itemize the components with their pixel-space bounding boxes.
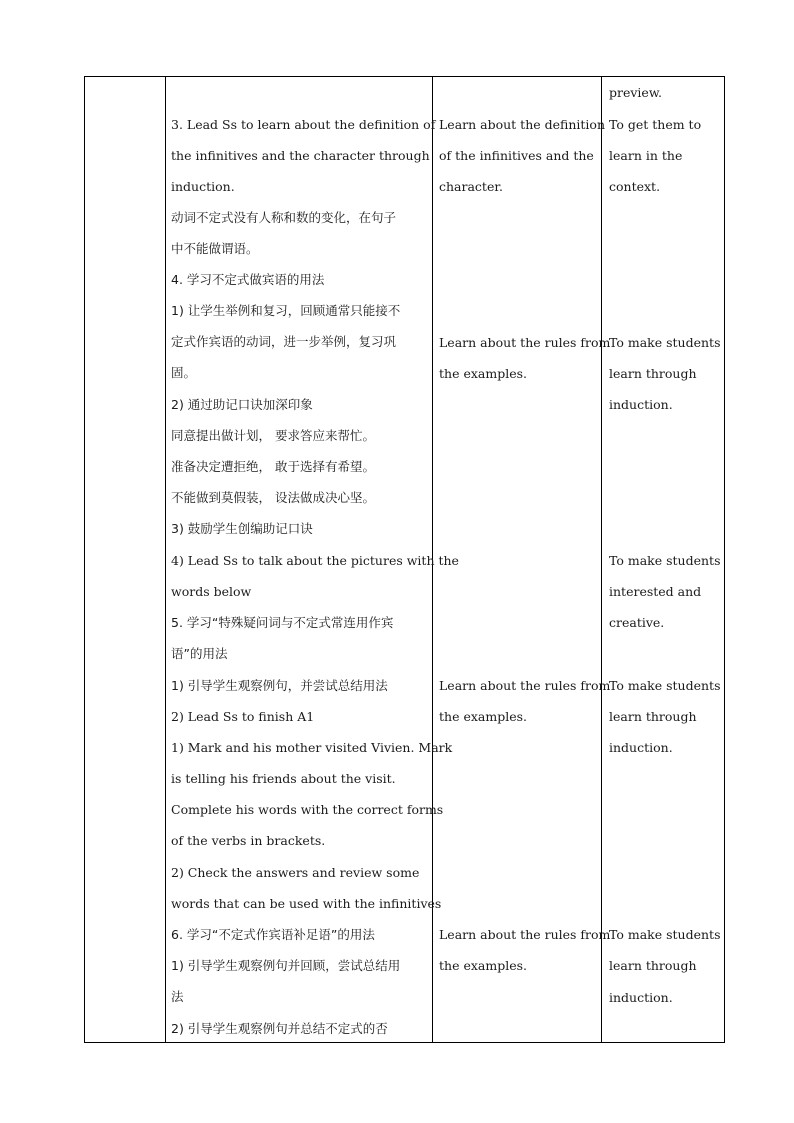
- teaching-step-line: 6. 学习“不定式作宾语补足语”的用法: [171, 927, 375, 942]
- purpose-line: induction.: [609, 397, 673, 412]
- student-activity-line: the examples.: [439, 709, 527, 724]
- column-divider: [165, 77, 166, 1042]
- teaching-step-line: of the verbs in brackets.: [171, 833, 326, 848]
- purpose-line: context.: [609, 179, 661, 194]
- purpose-line: induction.: [609, 740, 673, 755]
- teaching-step-line: 2) Lead Ss to finish A1: [171, 709, 315, 724]
- teaching-step-line: 3. Lead Ss to learn about the definition of: [171, 117, 436, 132]
- teaching-step-line: 语”的用法: [171, 646, 228, 661]
- purpose-line: To make students: [609, 335, 721, 350]
- teaching-step-line: 中不能做谓语。: [171, 241, 259, 256]
- teaching-step-line: 3) 鼓励学生创编助记口诀: [171, 521, 313, 536]
- teaching-step-line: 固。: [171, 365, 197, 380]
- teaching-step-line: 2) 引导学生观察例句并总结不定式的否: [171, 1021, 388, 1036]
- teaching-step-line: 5. 学习“特殊疑问词与不定式常连用作宾: [171, 615, 394, 630]
- teaching-step-line: 4. 学习不定式做宾语的用法: [171, 272, 325, 287]
- teaching-step-line: 2) 通过助记口诀加深印象: [171, 397, 313, 412]
- column-divider: [601, 77, 602, 1042]
- teaching-step-line: 同意提出做计划， 要求答应来帮忙。: [171, 428, 375, 443]
- teaching-step-line: 1) 引导学生观察例句并回顾，尝试总结用: [171, 958, 401, 973]
- teaching-step-line: 法: [171, 989, 184, 1004]
- student-activity-line: the examples.: [439, 958, 527, 973]
- teaching-step-line: 1) Mark and his mother visited Vivien. Mark: [171, 740, 453, 755]
- purpose-line: learn through: [609, 709, 697, 724]
- purposes-column: [609, 77, 723, 1042]
- teaching-step-line: Complete his words with the correct forms: [171, 802, 444, 817]
- teaching-step-line: induction.: [171, 179, 235, 194]
- student-activity-line: Learn about the rules from: [439, 927, 611, 942]
- purpose-line: induction.: [609, 990, 673, 1005]
- teaching-steps-column: [171, 77, 459, 1042]
- empty-column: [85, 77, 165, 1042]
- teaching-step-line: the infinitives and the character through: [171, 148, 430, 163]
- purpose-line: creative.: [609, 615, 665, 630]
- teaching-step-line: 定式作宾语的动词，进一步举例，复习巩: [171, 334, 397, 349]
- student-activity-line: of the infinitives and the: [439, 148, 594, 163]
- teaching-step-line: words below: [171, 584, 252, 599]
- student-activity-line: character.: [439, 179, 503, 194]
- purpose-line: To make students: [609, 927, 721, 942]
- purpose-line: learn through: [609, 958, 697, 973]
- purpose-line: To make students: [609, 553, 721, 568]
- student-activity-line: Learn about the rules from: [439, 335, 611, 350]
- teaching-step-line: 准备决定遭拒绝， 敢于选择有希望。: [171, 459, 375, 474]
- purpose-line: interested and: [609, 584, 702, 599]
- student-activities-column: [439, 77, 611, 1042]
- teaching-step-line: is telling his friends about the visit.: [171, 771, 396, 786]
- student-activity-line: Learn about the definition: [439, 117, 606, 132]
- purpose-line: preview.: [609, 85, 663, 100]
- teaching-step-line: 4) Lead Ss to talk about the pictures with the: [171, 553, 459, 568]
- lesson-plan-table: [84, 76, 725, 1043]
- purpose-line: learn through: [609, 366, 697, 381]
- purpose-line: learn in the: [609, 148, 683, 163]
- purpose-line: To get them to: [609, 117, 702, 132]
- student-activity-line: Learn about the rules from: [439, 678, 611, 693]
- purpose-line: To make students: [609, 678, 721, 693]
- teaching-step-line: 动词不定式没有人称和数的变化，在句子: [171, 210, 397, 225]
- teaching-step-line: words that can be used with the infinitives: [171, 896, 442, 911]
- teaching-step-line: 不能做到莫假装， 设法做成决心坚。: [171, 490, 375, 505]
- teaching-step-line: 1) 引导学生观察例句，并尝试总结用法: [171, 678, 388, 693]
- teaching-step-line: 2) Check the answers and review some: [171, 865, 420, 880]
- student-activity-line: the examples.: [439, 366, 527, 381]
- teaching-step-line: 1) 让学生举例和复习，回顾通常只能接不: [171, 303, 401, 318]
